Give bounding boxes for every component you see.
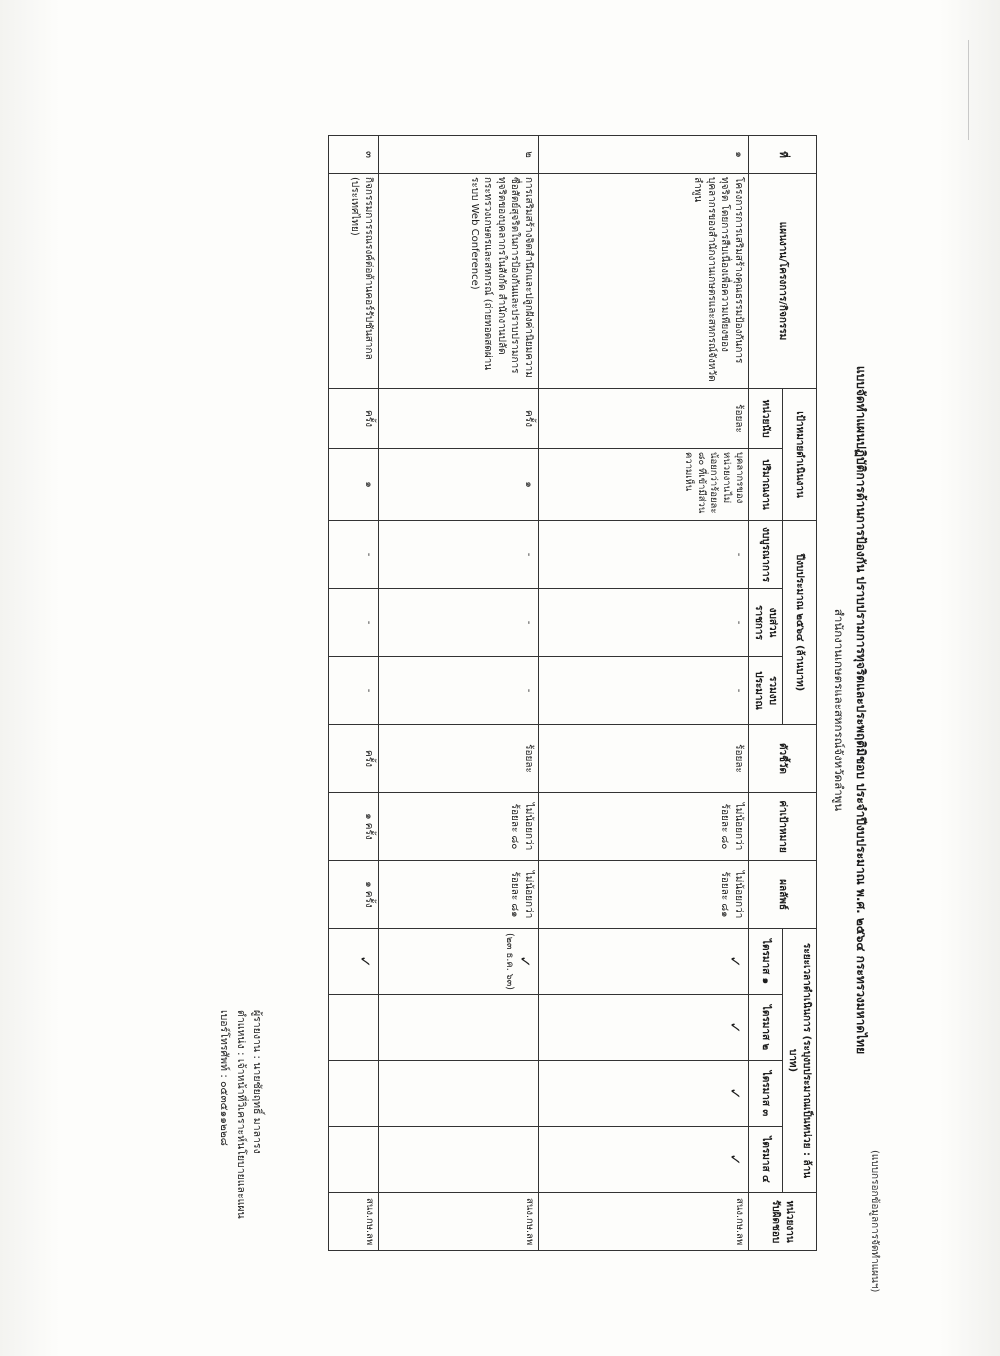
row-no: ๓ <box>329 136 379 174</box>
row-qty: ๑ <box>329 449 379 521</box>
table-row <box>329 136 379 1251</box>
row-indicator: ร้อยละ <box>379 725 539 793</box>
row-goal: ไม่น้อยกว่า ร้อยละ ๘๐ <box>379 793 539 861</box>
form-note: (แบบกรอกข้อมูลการจัดทำแผนฯ) <box>869 1150 880 1293</box>
table-row <box>539 136 749 1251</box>
header-q2: ไตรมาส ๒ <box>749 995 783 1061</box>
reporter-phone: เบอร์โทรศัพท์ : ๐๕๓๕๑๑๒๒๘ <box>218 1010 231 1146</box>
row-q1 <box>539 929 749 995</box>
table-row <box>379 136 539 1251</box>
header-responsible: หน่วยงานรับผิดชอบ <box>749 1193 817 1251</box>
row-result: ไม่น้อยกว่า ร้อยละ ๘๑ <box>539 861 749 929</box>
row-q3 <box>539 1061 749 1127</box>
row-budget-total: - <box>539 657 749 725</box>
document-title: แบบจัดทำแผนปฏิบัติการด้านการป้องกัน ปราบปรามการทุจริตและประพฤติมิชอบ ประจำปีงบประมาณ พ.ศ. ๒๕๖๔ กระทรวงมหาดไทย <box>854 365 868 1055</box>
row-qty: บุคลากรของหน่วยงานไม่น้อยกว่าร้อยละ ๘๐ ที่เข้ามีส่วนความเห็น <box>539 449 749 521</box>
row-plan: กิจกรรมการรณรงค์ต่อต้านคอร์รัปชันสากล (ประเทศไทย) <box>329 174 379 389</box>
row-budget-integration: - <box>539 521 749 589</box>
header-plan: แผนงาน/โครงการ/กิจกรรม <box>749 174 817 389</box>
header-indicator: ตัวชี้วัด <box>749 725 817 793</box>
row-unit: ครั้ง <box>329 389 379 449</box>
header-budget: ปีงบประมาณ ๒๕๖๔ (ล้านบาท) <box>783 521 817 725</box>
row-qty: ๑ <box>379 449 539 521</box>
row-q2 <box>329 995 379 1061</box>
row-no: ๑ <box>539 136 749 174</box>
reporter-name: ผู้รายงาน : นายชัยฤทธิ์ มาลารง <box>251 1010 263 1154</box>
header-result: ผลลัพธ์ <box>749 861 817 929</box>
row-result: ๑ ครั้ง <box>329 861 379 929</box>
row-q1 <box>329 929 379 995</box>
row-goal: ไม่น้อยกว่า ร้อยละ ๘๐ <box>539 793 749 861</box>
row-unit: ครั้ง <box>379 389 539 449</box>
check-icon: ✓ <box>726 1087 744 1100</box>
header-target-unit: หน่วยนับ <box>749 389 783 449</box>
check-icon: ✓ <box>726 1153 744 1166</box>
check-icon: ✓ <box>726 1021 744 1034</box>
row-budget-agency: - <box>379 589 539 657</box>
check-icon: ✓ <box>356 955 374 968</box>
row-responsible: สนง.กษ.ลพ <box>329 1193 379 1251</box>
document-subtitle: สำนักงานเกษตรและสหกรณ์จังหวัดลำพูน <box>832 608 846 812</box>
row-indicator: ครั้ง <box>329 725 379 793</box>
row-budget-integration: - <box>379 521 539 589</box>
header-budget-total: รวมงบประมาณ <box>749 657 783 725</box>
row-q4 <box>379 1127 539 1193</box>
row-q4 <box>539 1127 749 1193</box>
row-no: ๒ <box>379 136 539 174</box>
row-budget-agency: - <box>539 589 749 657</box>
check-icon: ✓ <box>726 955 744 968</box>
row-plan: โครงการการเสริมสร้างคุณธรรมป้องกันการทุจริต โดยการสืบเนื่องเพื่อความเพียงของบุคลากรของสำนักงานเกษตรและสหกรณ์จังหวัดลำพูน <box>539 174 749 389</box>
header-budget-agency: งบส่วนราชการ <box>749 589 783 657</box>
header-no: ที่ <box>749 136 817 174</box>
row-goal: ๑ ครั้ง <box>329 793 379 861</box>
row-q1 <box>379 929 539 995</box>
header-q1: ไตรมาส ๑ <box>749 929 783 995</box>
row-plan: การเสริมสร้างจิตสำนึกและปลูกฝังค่านิยมความซื่อสัตย์สุจริตในการป้องกันและปราบปรามการทุจริตของบุคลากรในสังกัด สำนักงานปลัดกระทรวงเกษตรและสหกรณ์ (ถ่ายทอดสดผ่านระบบ Web Conference) <box>379 174 539 389</box>
header-goal: ค่าเป้าหมาย <box>749 793 817 861</box>
row-unit: ร้อยละ <box>539 389 749 449</box>
row-budget-integration: - <box>329 521 379 589</box>
action-plan-table <box>328 135 817 1251</box>
row-budget-agency: - <box>329 589 379 657</box>
header-q4: ไตรมาส ๔ <box>749 1127 783 1193</box>
header-period: ระยะเวลาดำเนินการ (ระบุงบประมาณเป็นหน่วย : ล้านบาท) <box>783 929 817 1193</box>
row-q3 <box>329 1061 379 1127</box>
header-budget-integration: งบบูรณาการ <box>749 521 783 589</box>
row-responsible: สนง.กษ.ลพ <box>379 1193 539 1251</box>
row-budget-total: - <box>379 657 539 725</box>
row-q2 <box>539 995 749 1061</box>
row-indicator: ร้อยละ <box>539 725 749 793</box>
header-target-qty: ปริมาณงาน <box>749 449 783 521</box>
header-q3: ไตรมาส ๓ <box>749 1061 783 1127</box>
row-q3 <box>379 1061 539 1127</box>
row-responsible: สนง.กษ.ลพ <box>539 1193 749 1251</box>
row-result: ไม่น้อยกว่า ร้อยละ ๘๑ <box>379 861 539 929</box>
header-target: เป้าหมายดำเนินงาน <box>783 389 817 521</box>
row-q4 <box>329 1127 379 1193</box>
reporter-position: ตำแหน่ง : เจ้าหน้าที่วิเคราะห์นโยบายและแผน <box>234 1010 247 1219</box>
row-budget-total: - <box>329 657 379 725</box>
row-q2 <box>379 995 539 1061</box>
check-icon: ✓ <box>516 955 534 968</box>
q1-note: (๒๓ ธ.ค. ๖๓) <box>503 933 515 990</box>
signature-block <box>216 1010 265 1219</box>
